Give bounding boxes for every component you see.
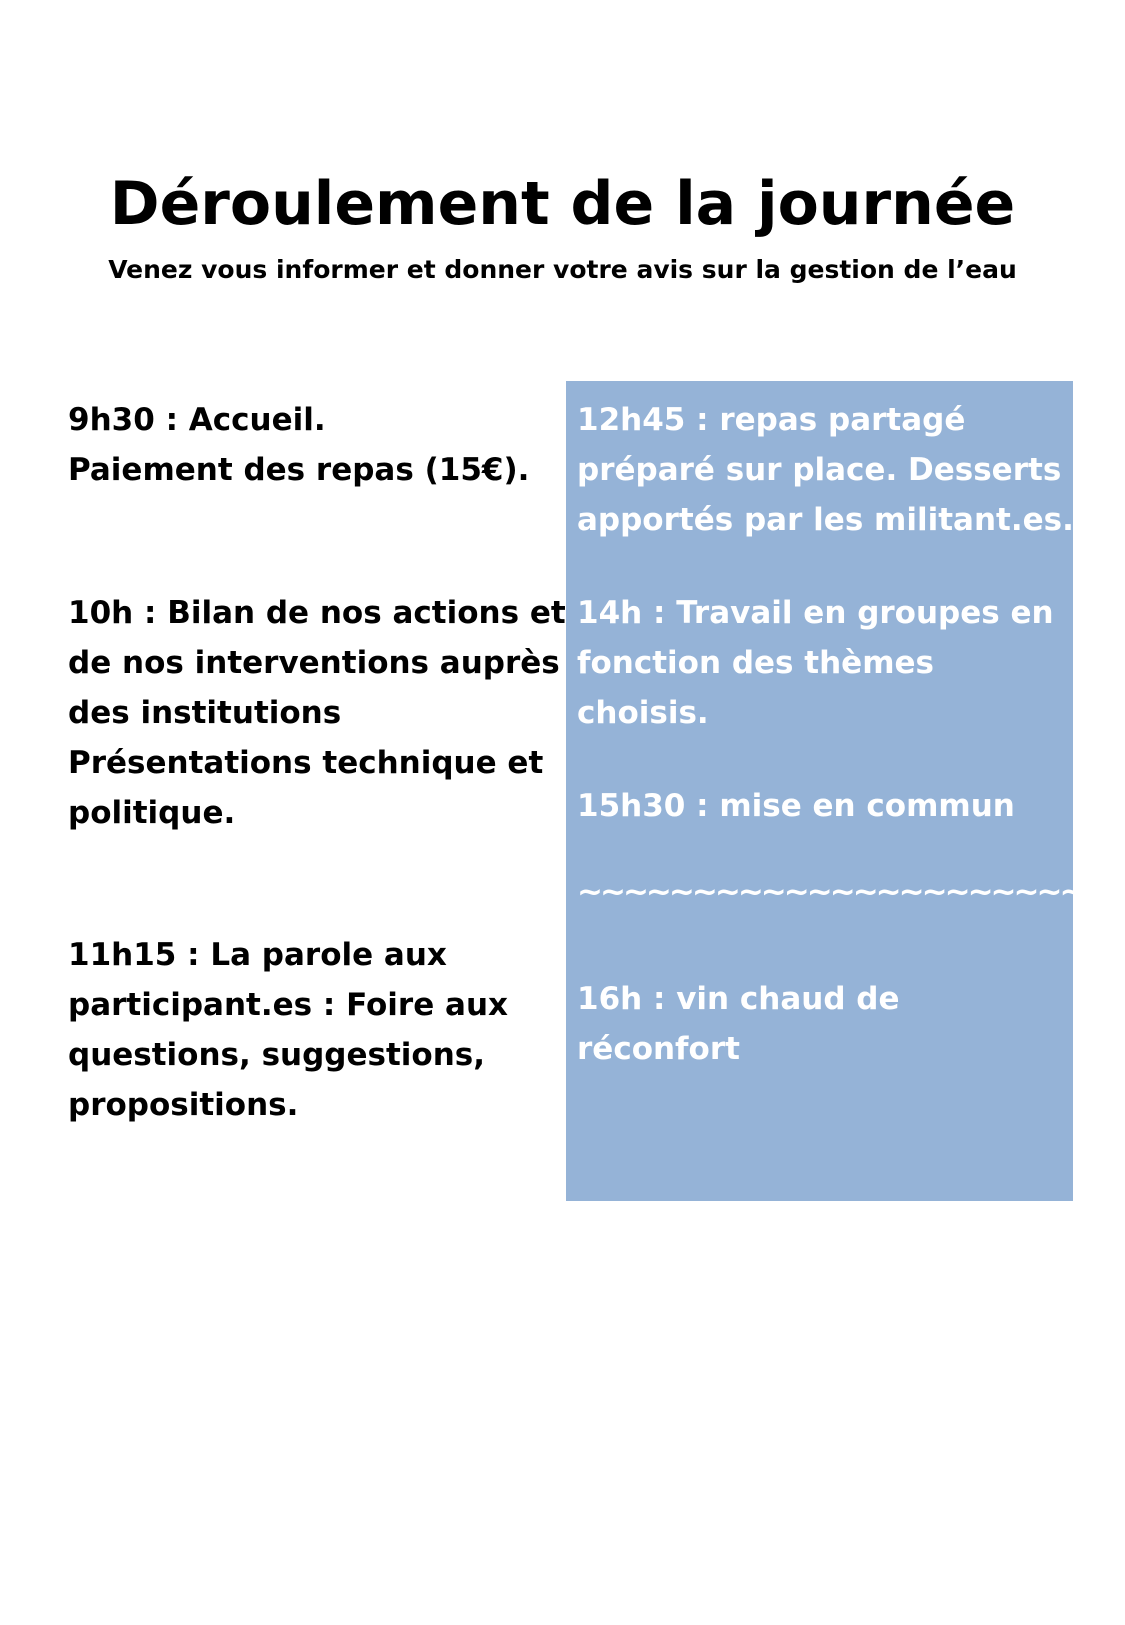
schedule-line: réconfort	[577, 1031, 740, 1067]
schedule-line: questions, suggestions,	[68, 1037, 485, 1073]
schedule-item-1115	[68, 930, 568, 1130]
schedule-line: Paiement des repas (15€).	[68, 452, 530, 488]
schedule-line: 14h : Travail en groupes en	[577, 595, 1054, 631]
schedule-line: de nos interventions auprès	[68, 645, 560, 681]
schedule-line: propositions.	[68, 1087, 299, 1123]
schedule-line: 16h : vin chaud de	[577, 981, 900, 1017]
schedule-item-0930	[68, 395, 568, 495]
page-subtitle: Venez vous informer et donner votre avis sur la gestion de l’eau	[108, 255, 1017, 284]
schedule-line: fonction des thèmes	[577, 645, 934, 681]
schedule-line: 15h30 : mise en commun	[577, 788, 1015, 824]
schedule-line: choisis.	[577, 695, 709, 731]
schedule-item-1530	[577, 781, 1072, 831]
schedule-line: apportés par les militant.es.	[577, 502, 1074, 538]
schedule-item-1245	[577, 395, 1072, 545]
schedule-line: 10h : Bilan de nos actions et	[68, 595, 566, 631]
afternoon-schedule-panel	[566, 381, 1083, 1201]
separator-line: ~~~~~~~~~~~~~~~~~~~~~~	[577, 874, 1083, 910]
page-title: Déroulement de la journée	[109, 169, 1016, 239]
schedule-line: préparé sur place. Desserts	[577, 452, 1062, 488]
schedule-line: politique.	[68, 795, 236, 831]
schedule-line: des institutions	[68, 695, 342, 731]
schedule-line: 9h30 : Accueil.	[68, 402, 326, 438]
schedule-item-1400	[577, 588, 1072, 738]
schedule-line: 11h15 : La parole aux	[68, 937, 447, 973]
schedule-item-1600	[577, 974, 1072, 1074]
tilde-separator	[577, 867, 1083, 917]
schedule-line: participant.es : Foire aux	[68, 987, 509, 1023]
schedule-line: 12h45 : repas partagé	[577, 402, 966, 438]
schedule-line: Présentations technique et	[68, 745, 544, 781]
schedule-item-1000	[68, 588, 568, 838]
